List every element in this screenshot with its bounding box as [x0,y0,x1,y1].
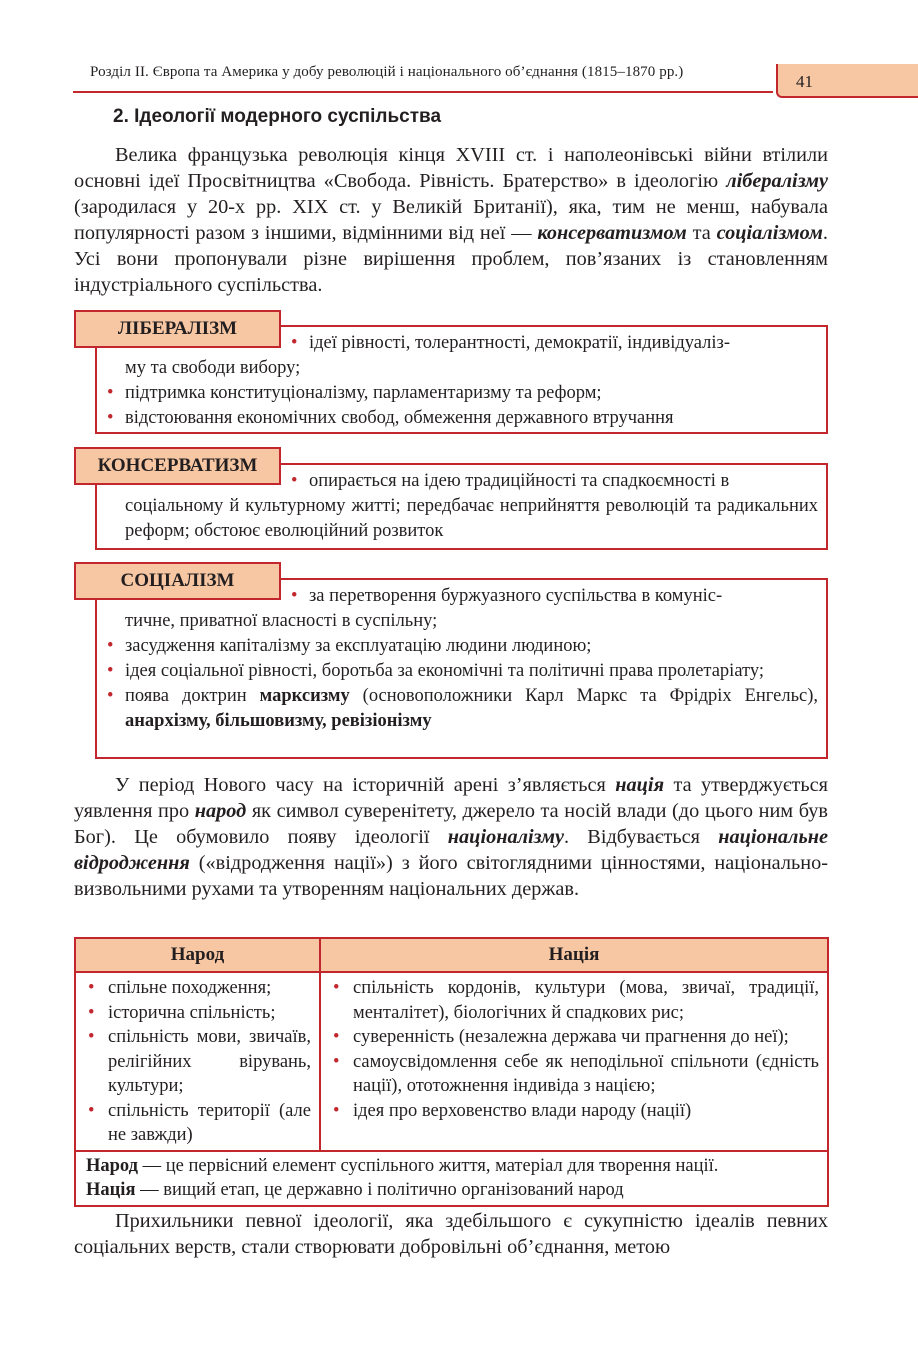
nation-text-5: («відродження нації») з його світоглядними цінностями, національно-визвольними рухами та утворенням національних держав. [74,852,828,900]
running-head: Розділ ІІ. Європа та Америка у добу революцій і національного об’єднання (1815–1870 рр.) [90,64,684,80]
note-text-nation: — вищий етап, це державно і політично організований народ [135,1180,624,1200]
list-item [97,634,826,659]
term-national-revival: національне відродження [74,826,828,874]
nation-text-1: У період Нового часу на історичній арені з’являється [115,774,616,796]
socialism-item-4-text-2: (основоположники Карл Маркс та Фрідріх Енгельс), [349,686,819,706]
note-term-people: Народ [86,1155,139,1176]
definition-note-cell [75,1151,828,1206]
intro-text-1: Велика французька революція кінця XVIII ст. і наполеонівські війни втілили основні ідеї Просвітництва «Свобода. Рівність. Братерство» в ідеологію [74,144,828,192]
closing-paragraph: Прихильники певної ідеології, яка здебільшого є сукупністю ідеалів певних соціальних верств, стали створювати добровільні об’єднання, метою [74,1210,828,1258]
term-marxism: марксизму [259,686,350,706]
socialism-list [97,584,826,734]
socialism-item-1b: тичне, приватної власності в суспільну; [125,611,438,631]
page-number-tab [776,64,918,98]
note-line-nation [86,1178,819,1203]
term-anarchism-bolshevism-revisionism: анархізму, більшовизму, ревізіонізму [125,711,432,731]
note-text-people: — це первісний елемент суспільного життя, матеріал для творення нації. [138,1155,719,1176]
list-item: • історична спільність; [80,1001,311,1026]
term-nationalism: націоналізму [447,826,564,848]
term-nation: нація [615,774,665,796]
liberalism-item-1b: му та свободи вибору; [125,358,301,378]
nation-list [325,976,819,1123]
table-row [75,1151,828,1206]
people-nation-table [74,937,829,1207]
conservatism-item-1a: опирається на ідею традиційності та спадкоємності в [309,471,730,491]
liberalism-item-1a: ідеї рівності, толерантності, демократії, індивідуаліз- [309,333,731,353]
list-item: • суверенність (незалежна держава чи прагнення до неї); [325,1025,819,1050]
socialism-item-4-text-1: поява доктрин [125,686,260,706]
list-item [97,684,826,734]
header-rule [73,91,773,93]
list-item [97,659,826,684]
liberalism-item-3: відстоювання економічних свобод, обмеження державного втручання [125,408,674,428]
list-item: • спільність території (але не завжди) [80,1099,311,1148]
table-header-people: Народ [75,938,320,972]
liberalism-label: ЛІБЕРАЛІЗМ [74,310,281,348]
conservatism-item-1b: соціальному й культурному житті; передбачає неприйняття революцій та радикальних реформ; обстоює еволюційний розвиток [125,496,818,541]
people-list [80,976,311,1148]
list-item: • спільність мови, звичаїв, релігійних вірувань, культури; [80,1025,311,1099]
socialism-label: СОЦІАЛІЗМ [74,562,281,600]
term-conservatism: консерватизмом [537,222,687,244]
table-row [75,972,828,1151]
socialism-box [95,578,828,759]
list-item: • спільне походження; [80,976,311,1001]
table-header-nation: Нація [320,938,828,972]
list-item [97,406,826,431]
people-cell [75,972,320,1151]
term-socialism: соціалізмом [716,222,823,244]
list-item [97,381,826,406]
page-number: 41 [796,72,813,91]
list-item: • самоусвідомлення себе як неподільної спільноти (єдність нації), ототожнення індивіда з нацією; [325,1050,819,1099]
note-term-nation: Нація [86,1180,136,1200]
term-liberalism: лібералізму [726,170,828,192]
nation-text-4: . Відбувається [563,826,719,848]
liberalism-item-2: підтримка конституціоналізму, парламентаризму та реформ; [125,383,602,403]
list-item: • ідея про верховенство влади народу (нації) [325,1099,819,1124]
note-line-people [86,1154,819,1179]
intro-text-4: . Усі вони пропонували різне вирішення проблем, пов’язаних із становленням індустріального суспільства. [74,222,828,296]
list-item: • спільність кордонів, культури (мова, звичаї, традиції, менталітет), біологічних й спадкових рис; [325,976,819,1025]
socialism-item-2: засудження капіталізму за експлуатацію людини людиною; [125,636,592,656]
term-people: народ [194,800,247,822]
nation-cell [320,972,828,1151]
intro-text-2: (зародилася у 20-х рр. XIX ст. у Великій Британії), яка, тим не менш, набувала популярності разом з іншими, відмінними від неї — [74,196,828,244]
socialism-item-1a: за перетворення буржуазного суспільства в комуніс- [309,586,723,606]
socialism-item-3: ідея соціальної рівності, боротьба за економічні та політичні права пролетаріату; [125,661,765,681]
nation-paragraph [74,772,828,902]
intro-text-3: та [686,222,717,244]
section-title: 2. Ідеології модерного суспільства [113,106,442,127]
nation-text-3: як символ суверенітету, джерело та носій влади (до цього ним був Бог). Це обумовило появу ідеології [74,800,828,848]
intro-paragraph [74,142,828,298]
conservatism-label: КОНСЕРВАТИЗМ [74,447,281,485]
nation-text-2: та утверджується уявлення про [74,774,828,822]
